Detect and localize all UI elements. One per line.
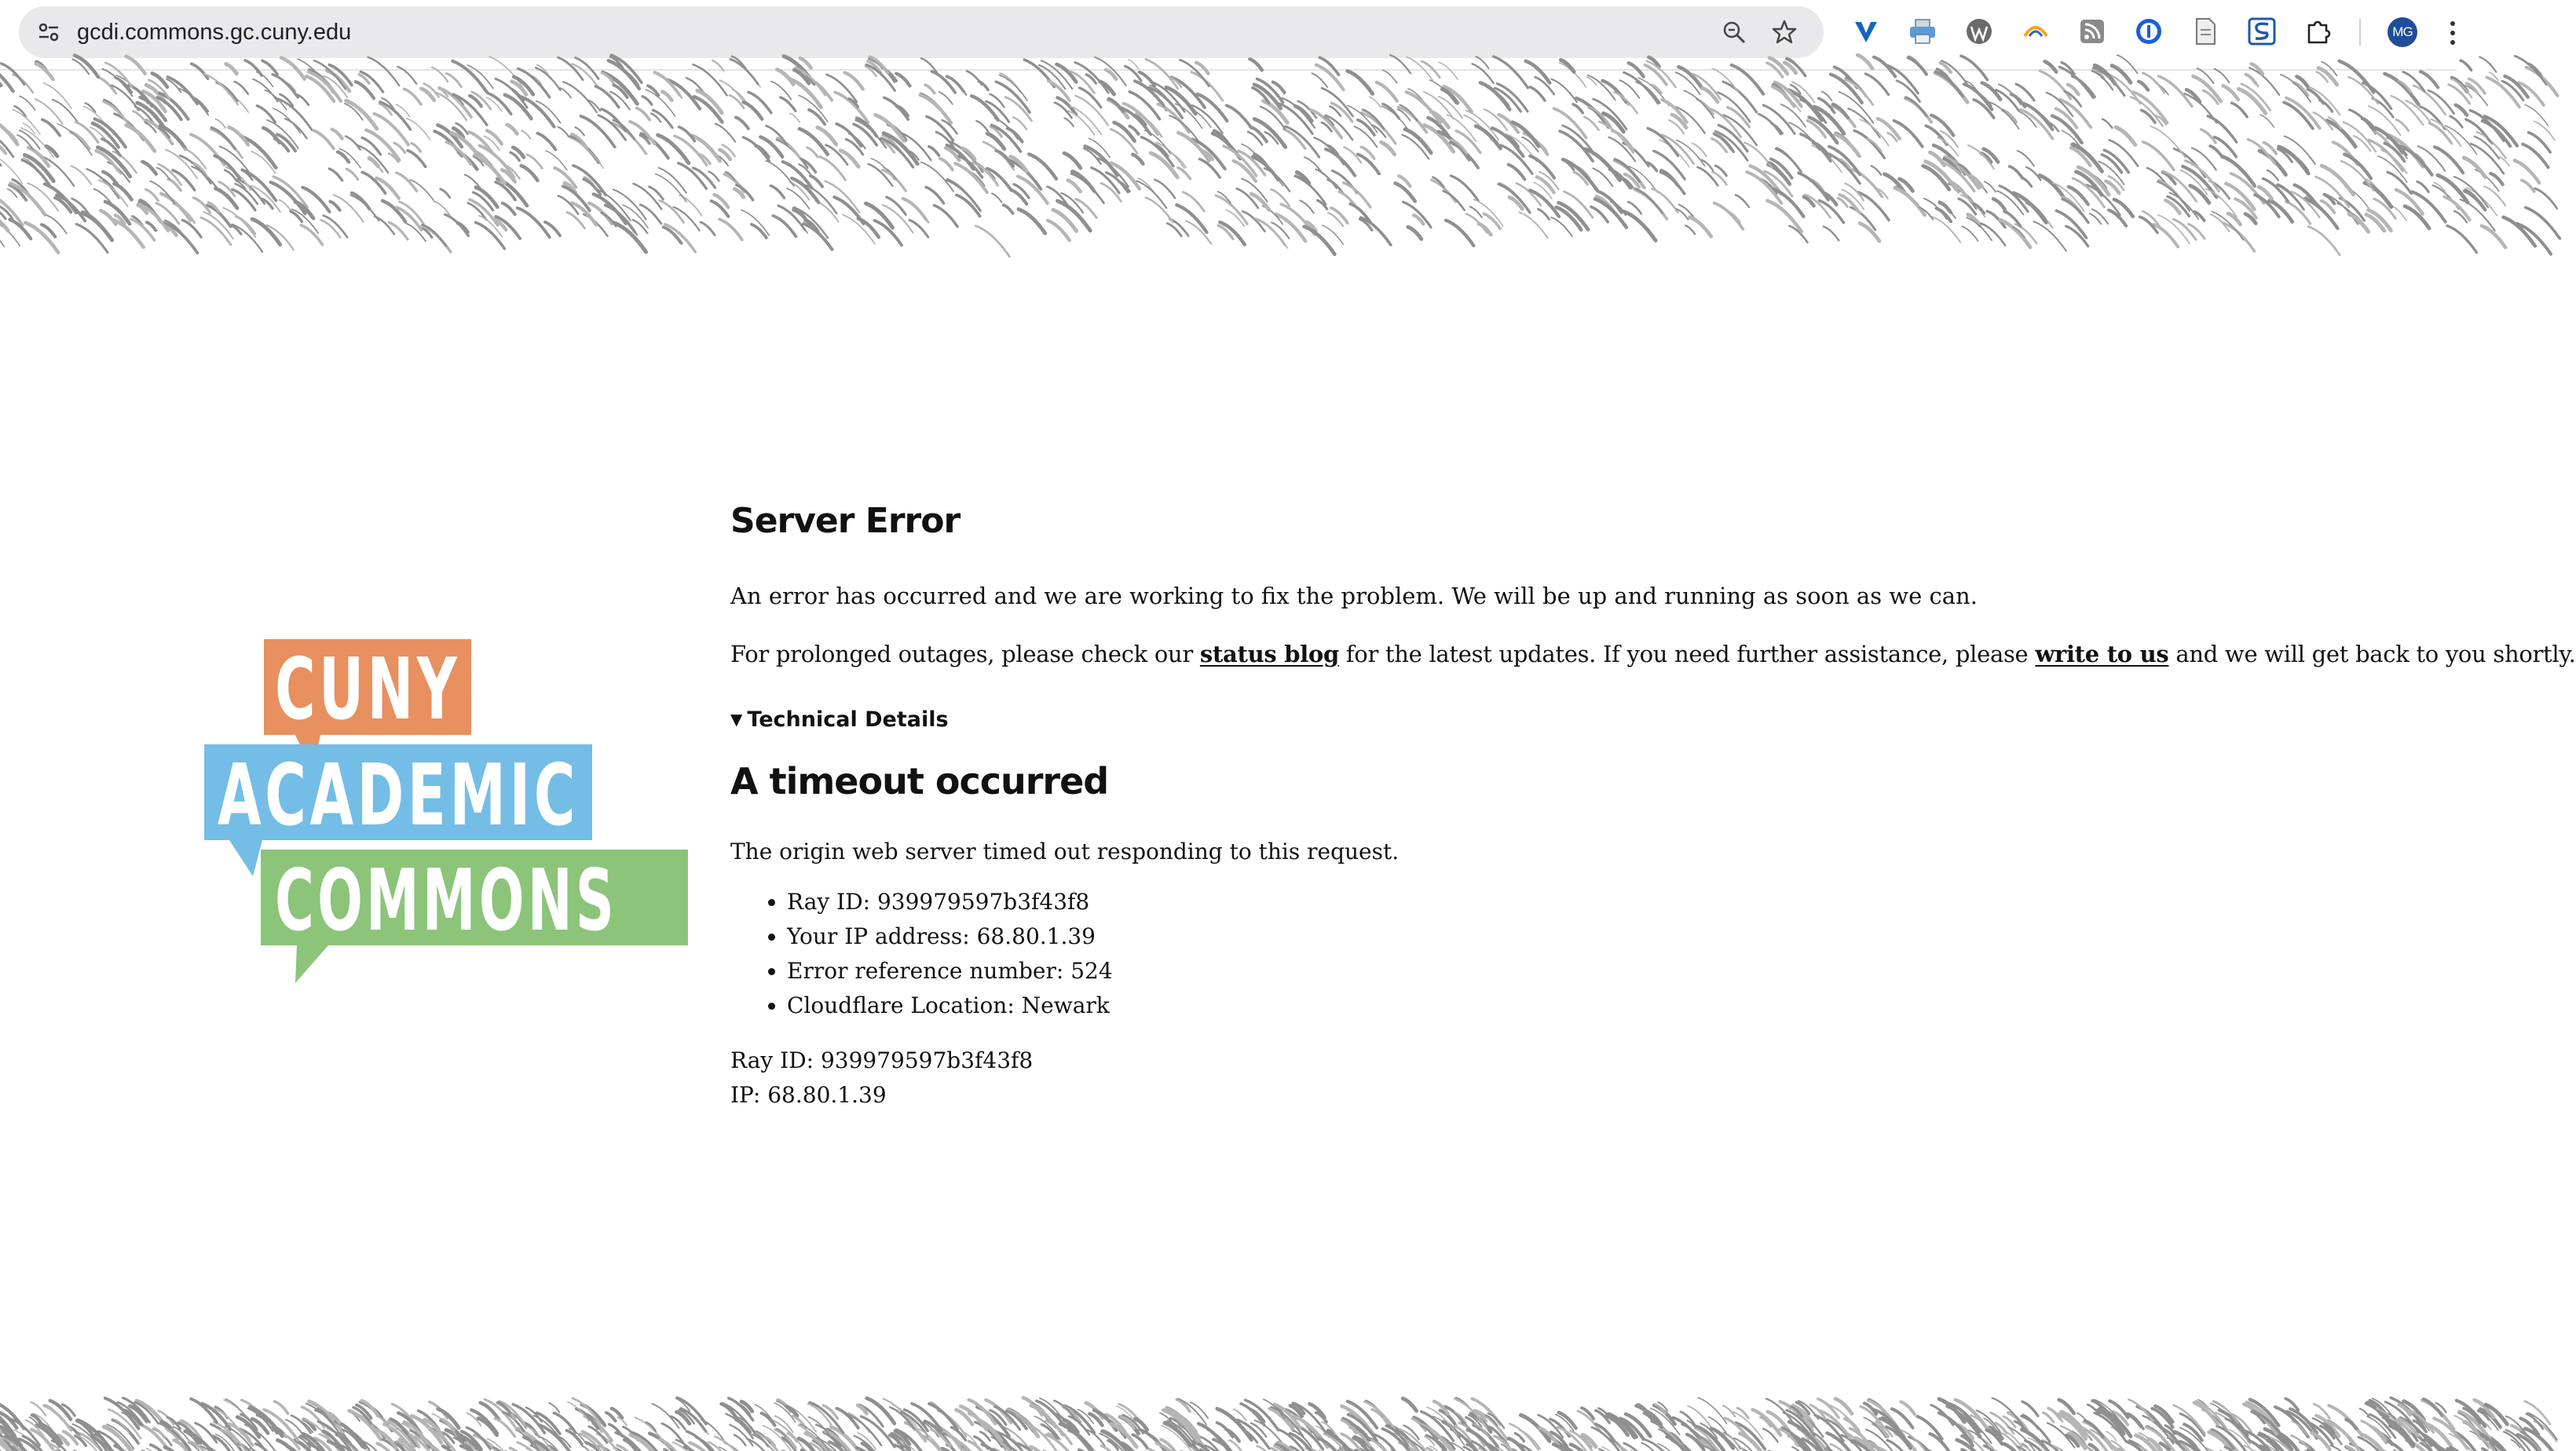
detail-ip-address: • Your IP address: 68.80.1.39 xyxy=(787,919,2435,954)
address-bar[interactable] xyxy=(19,6,1824,58)
browser-toolbar xyxy=(0,0,2457,71)
toolbar-separator xyxy=(2359,19,2361,46)
decorative-pattern-top xyxy=(0,71,2457,212)
outage-text-middle: for the latest updates. If you need further assistance, please xyxy=(1338,641,2036,667)
error-content xyxy=(730,495,2576,1113)
rss-icon[interactable] xyxy=(2077,16,2108,47)
print-icon[interactable] xyxy=(1907,16,1938,47)
status-blog-link[interactable]: status blog xyxy=(1199,641,1339,667)
cuny-academic-commons-logo xyxy=(203,638,631,985)
browser-menu-icon[interactable] xyxy=(2449,17,2457,49)
logo-text-academic: ACADEMIC xyxy=(218,747,579,845)
technical-details-toggle[interactable] xyxy=(730,704,2435,736)
detail-cloudflare-location: • Cloudflare Location: Newark xyxy=(787,989,2435,1023)
technical-details-label: Technical Details xyxy=(747,707,949,732)
outage-text-after: and we will get back to you shortly. xyxy=(2168,641,2576,667)
footer-info xyxy=(730,1043,2435,1113)
url-text[interactable]: gcdi.commons.gc.cuny.edu xyxy=(77,20,352,45)
error-message: An error has occurred and we are working to fix the problem. We will be up and running as soon as we can. xyxy=(730,583,1978,609)
footer-ray-id: Ray ID: 939979597b3f43f8 xyxy=(730,1047,1034,1073)
timeout-heading: A timeout occurred xyxy=(730,760,1109,802)
decorative-pattern-bottom xyxy=(0,1413,2457,1451)
bookmark-star-icon[interactable] xyxy=(1770,18,1798,46)
password-manager-icon[interactable] xyxy=(2133,16,2164,47)
extension-vee-icon[interactable] xyxy=(1850,16,1882,47)
outage-message xyxy=(730,638,2576,671)
s-extension-icon[interactable] xyxy=(2246,16,2278,47)
zoom-icon[interactable] xyxy=(1720,18,1748,46)
document-icon[interactable] xyxy=(2190,16,2221,47)
technical-details-list xyxy=(730,885,2435,1023)
detail-error-reference: • Error reference number: 524 xyxy=(787,954,2435,989)
write-to-us-link[interactable]: write to us xyxy=(2035,641,2169,667)
page-title: Server Error xyxy=(730,501,961,541)
timeout-message: The origin web server timed out responding to this request. xyxy=(730,839,1400,864)
extensions-puzzle-icon[interactable] xyxy=(2303,16,2334,47)
wordpress-icon[interactable] xyxy=(1963,16,1995,47)
detail-ray-id: • Ray ID: 939979597b3f43f8 xyxy=(787,885,2435,919)
logo-text-commons: COMMONS xyxy=(275,852,617,950)
disclosure-triangle-icon: ▼ xyxy=(730,710,743,729)
arc-extension-icon[interactable] xyxy=(2020,16,2051,47)
footer-ip: IP: 68.80.1.39 xyxy=(730,1082,887,1108)
logo-text-cuny: CUNY xyxy=(275,641,460,739)
profile-avatar[interactable]: MG xyxy=(2388,17,2417,47)
outage-text-before: For prolonged outages, please check our xyxy=(730,641,1200,667)
site-settings-icon[interactable] xyxy=(36,20,61,45)
